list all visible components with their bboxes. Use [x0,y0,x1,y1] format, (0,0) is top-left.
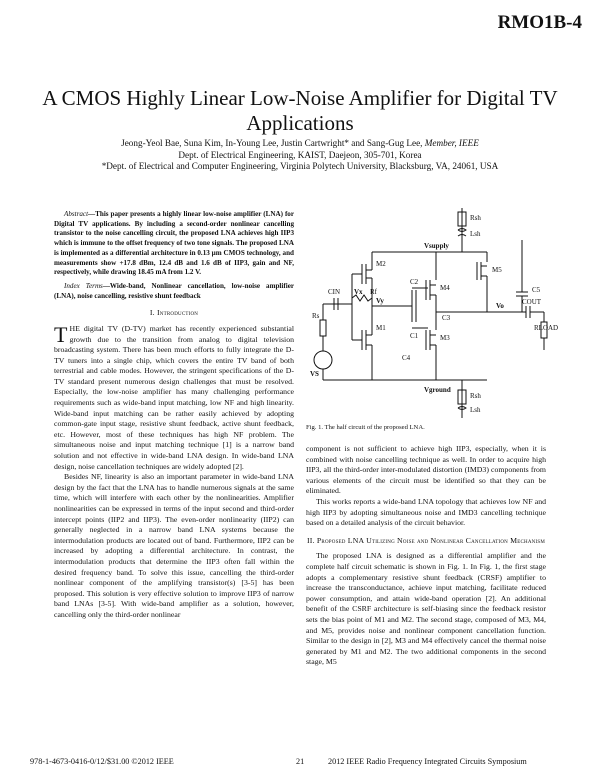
footer-page-number: 21 [296,757,305,766]
circuit-schematic [312,200,572,422]
label-m1: M1 [376,324,386,332]
label-rf: Rf [370,288,377,296]
label-vground: Vground [424,386,451,394]
label-c2: C2 [410,278,419,286]
figure-caption: Fig. 1. The half circuit of the proposed LNA. [306,424,425,431]
label-m2: M2 [376,260,386,268]
author-block [0,138,600,173]
label-rsh-bot: Rsh [470,392,481,400]
intro-p1-text: HE digital TV (D-TV) market has recently experienced substantial growth due to the transition from analog to digital television broadcasting system. There has been much efforts to fully integrate the D-TV tuners into a single chip, which covers the entire TV band of both terrestrial and cable modes. However, the stringent specifications of the D-TV standard present numerous design challenges that must be resolved. Especially, the low-noise amplifier has many challenging performance requirements such as wide-band input matching, low NF and high linearity. Wide-band input matching can be rather easily achieved by adopting common-gate input stage, resistive shunt feedback, active shunt feedback, etc. However, most of these techniques has high NF problem. The simultaneous noise and input matching technique [1] is a narrow band solution and not effective in wide-band LNA design. In wide-band LNA design, noise cancellation techniques are widely adopted [2]. [54,323,294,471]
abstract-label: Abstract [64,210,89,218]
right-paragraph-3: The proposed LNA is designed as a differential amplifier and the complete half circuit schematic is shown in Fig. 1. In Fig. 1, the first stage adopts a complementary resistive shunt feedback (CRSF) amplifier to increase the transconductance, achieve input matching, facilitate reduced power consumption, and attain wide-band operation [2]. An additional benefit of the CSRF architecture is self-biasing since the feedback resistor sets the bias point of M1 and M2. The second stage, composed of M3, M4, and M5, provides noise and nonlinear component cancellation function. Similar to the design in [2], M3 and M4 effectively cancel the thermal noise generated by M1 and M2. The two additional components in the second stage, M5 [306,551,546,667]
circuit-figure [312,200,572,422]
affiliation-2: *Dept. of Electrical and Computer Engineering, Virginia Polytech University, Blacksburg, VA, 24061, USA [101,161,499,171]
label-m5: M5 [492,266,502,274]
index-terms-label: Index Terms [64,281,103,290]
label-cout: COUT [522,298,542,306]
left-column [54,210,294,621]
label-c1: C1 [410,332,419,340]
label-rs: Rs [312,312,320,320]
label-lsh-bot: Lsh [470,406,481,414]
index-terms-text: —Wide-band, Nonlinear cancellation, low-noise amplifier (LNA), noise cancelling, resistive shunt feedback [54,281,294,300]
paper-title: A CMOS Highly Linear Low-Noise Amplifier for Digital TV Applications [42,86,558,135]
footer-isbn: 978-1-4673-0416-0/12/$31.00 ©2012 IEEE [30,757,174,766]
label-vx: Vx [354,288,363,296]
paper-id: RMO1B-4 [497,12,582,33]
label-c3: C3 [442,314,451,322]
label-vy: Vy [376,297,384,305]
label-vs: VS [310,370,319,378]
right-paragraph-2: This works reports a wide-band LNA topology that achieves low NF and high IIP3 by adopting simultaneous noise and IMD3 cancelling technique based on a detailed analysis of the circuit behavior. [306,496,546,528]
right-paragraph-1: component is not sufficient to achieve high IIP3, especially, when it is combined with noise cancelling technique as well. In order to acquire high IIP3, all the third-order inter-modulated distortion (IMD3) components from various elements of the circuit must be identified so that they can be eliminated. [306,444,546,496]
label-rsh-top: Rsh [470,214,481,222]
right-column [306,444,546,668]
label-cin: CIN [328,288,341,296]
label-vsupply: Vsupply [424,242,449,250]
affiliation-1: Dept. of Electrical Engineering, KAIST, Daejeon, 305-701, Korea [178,149,422,160]
abstract-text: —This paper presents a highly linear low-noise amplifier (LNA) for Digital TV applications. By including a second-order nonlinear cancelling transistor to the noise cancelling circuit, the proposed LNA achieves high IIP3 which is immune to the offset frequency of two tone signals. The proposed LNA is implemented as a differential architecture in 0.13 µm CMOS technology, and measurements show +17.8 dBm, 12.4 dB and 1.6 dB of IIP3, gain and NF, respectively, while drawing 18.45 mA from 1.2 V. [54,210,294,277]
label-m3: M3 [440,334,450,342]
section-1-heading: I. Introduction [149,308,199,318]
intro-paragraph-2: Besides NF, linearity is also an important parameter in wide-band LNA design by the fact that the LNA has to handle numerous signals at the same time, which will interfere with each other by the nonlinearities. Amplifier nonlinearities can be expressed in terms of the input second and third-order intercept points (IIP2 and IIP3). The even-order nonlinearity (IIP2) can generally neglected in a narrow band LNA systems because the intermodulation products are located out of band. Furthermore, IIP2 can be increased by adopting a differential architecture. In contrast, the intermodulation products that determine the IIP3 often fall within the desired frequency band. To solve this issue, cancelling the third-order nonlinear component of the amplifying transistor(s) [3-5] has been proposed. This solution is very effective solution to improve IIP3 of narrow band LNAs [3-5]. With wide-band amplifier as a solution, however, cancelling only the third-order nonlinear [54,472,294,619]
index-terms [54,282,294,301]
author-names: Jeong-Yeol Bae, Suna Kim, In-Young Lee, Justin Cartwright* and Sang-Gug Lee, [121,138,423,148]
section-2-heading: II. Proposed LNA Utilizing Noise and Nonlinear Cancellation Mechanism [307,535,545,545]
author-member: Member, IEEE [424,138,479,148]
abstract [54,210,294,278]
intro-paragraph-1 [54,321,294,472]
label-c4: C4 [402,354,411,362]
label-lsh-top: Lsh [470,230,481,238]
label-vo: Vo [496,302,504,310]
drop-cap: T [54,321,68,347]
footer-venue: 2012 IEEE Radio Frequency Integrated Circuits Symposium [328,757,527,766]
label-c5: C5 [532,286,541,294]
label-rload: RLOAD [534,324,559,332]
label-m4: M4 [440,284,450,292]
